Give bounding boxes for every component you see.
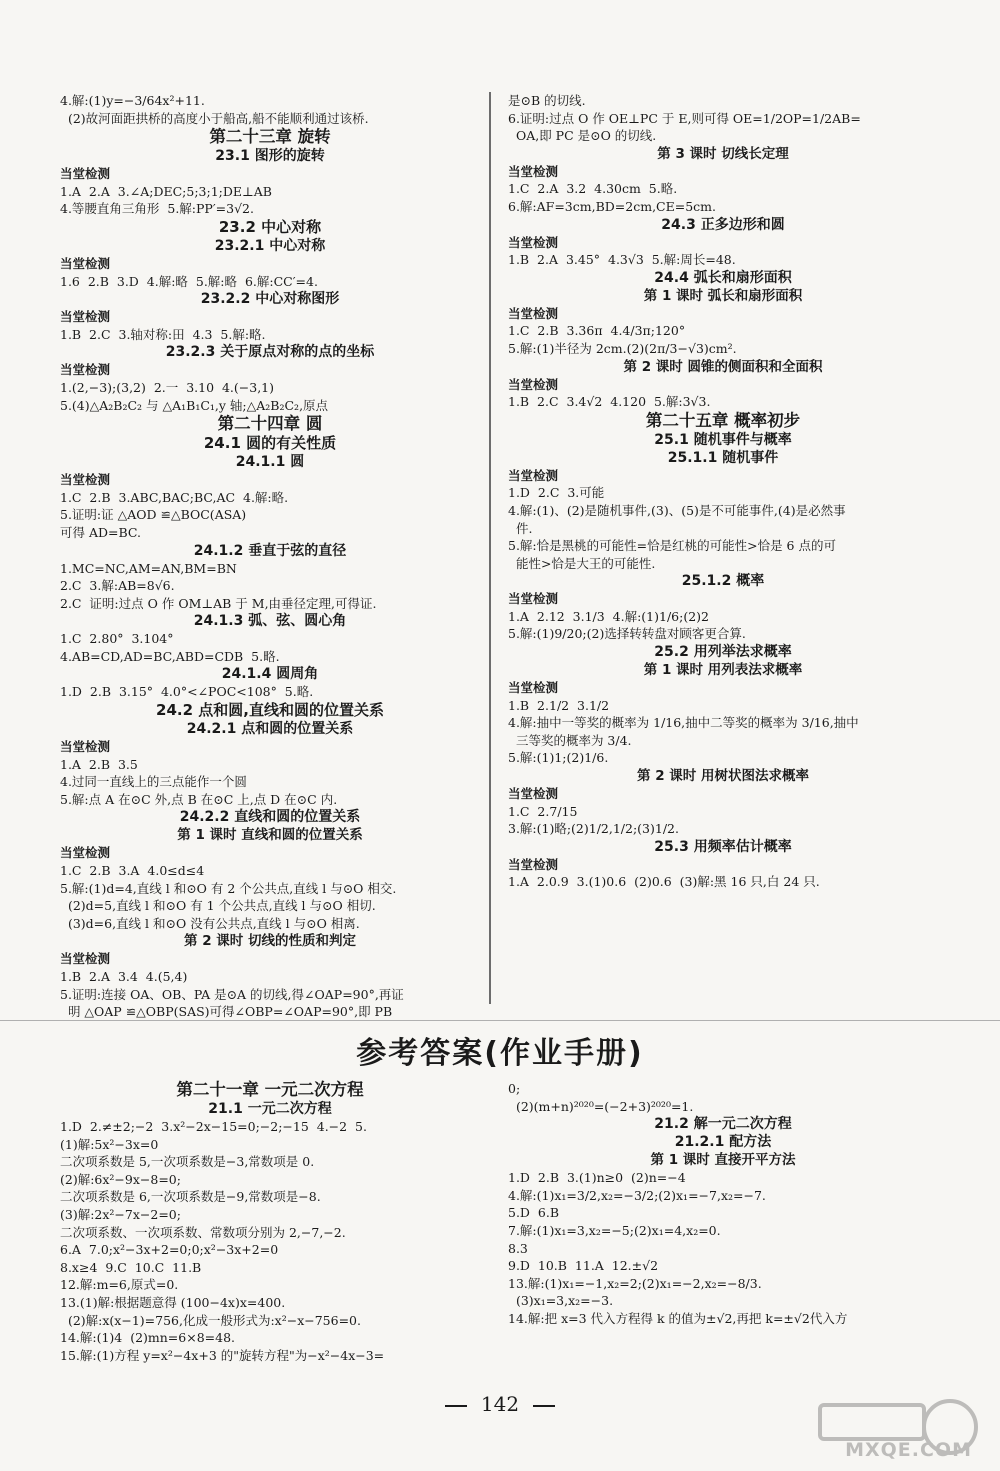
subsection-heading: 24.2.2 直线和圆的位置关系 (179, 809, 361, 826)
answer-line: 5.D 6.B (508, 1205, 560, 1221)
answer-line: 2.C 证明:过点 O 作 OM⊥AB 于 M,由垂径定理,可得证. (60, 595, 377, 611)
answer-line: 4.过同一直线上的三点能作一个圆 (60, 774, 247, 790)
answer-line: 5.解:(1)9/20;(2)选择转转盘对顾客更合算. (508, 626, 746, 642)
answer-line: 1.D 2.B 3.15° 4.0°<∠POC<108° 5.略. (60, 684, 314, 700)
answer-line: (2)d=5,直线 l 和⊙O 有 1 个公共点,直线 l 与⊙O 相切. (60, 898, 376, 914)
answer-line: 1.D 2.C 3.可能 (508, 485, 605, 501)
check-label: 当堂检测 (60, 951, 111, 967)
check-label: 当堂检测 (60, 166, 111, 182)
left-column (60, 92, 480, 1021)
answer-line: 4.等腰直角三角形 5.解:PP′=3√2. (60, 201, 254, 217)
answer-line: 1.A 2.A 3.∠A;DEC;5;3;1;DE⊥AB (60, 183, 272, 199)
answer-line: (3)解:2x²−7x−2=0; (60, 1206, 181, 1222)
subsection-heading: 23.1 图形的旋转 (215, 148, 325, 165)
answer-line: 1.B 2.A 3.4 4.(5,4) (60, 969, 188, 984)
chapter-heading: 第二十五章 概率初步 (645, 410, 801, 430)
answer-line: (3)x₁=3,x₂=−3. (508, 1293, 614, 1309)
lesson-heading: 第 1 课时 直线和圆的位置关系 (177, 827, 363, 844)
watermark-text: MXQE.COM (845, 1439, 972, 1461)
check-label: 当堂检测 (508, 591, 559, 607)
lesson-heading: 第 2 课时 圆锥的侧面积和全面积 (623, 358, 823, 375)
answer-line: 1.MC=NC,AM=AN,BM=BN (60, 560, 237, 576)
answer-line: 14.解:(1)4 (2)mn=6×8=48. (60, 1330, 236, 1346)
answer-line: OA,即 PC 是⊙O 的切线. (508, 128, 657, 144)
subsection-heading: 24.3 正多边形和圆 (661, 216, 785, 233)
answer-line: 件. (508, 520, 533, 536)
subsection-heading: 25.1.1 随机事件 (667, 449, 779, 466)
dash-left (445, 1405, 467, 1407)
check-label: 当堂检测 (508, 305, 559, 321)
subsection-heading: 24.2.1 点和圆的位置关系 (186, 721, 354, 738)
answer-line: 1.A 2.0.9 3.(1)0.6 (2)0.6 (3)解:黑 16 只,白 24 只. (508, 874, 820, 890)
answer-line: 9.D 10.B 11.A 12.±√2 (508, 1258, 659, 1274)
answer-line: 5.(4)△A₂B₂C₂ 与 △A₁B₁C₁,y 轴;△A₂B₂C₂,原点 (60, 397, 329, 413)
section-heading: 24.1 圆的有关性质 (203, 434, 337, 453)
chapter-heading: 第二十三章 旋转 (209, 127, 331, 147)
answer-line: 1.C 2.B 3.36π 4.4/3π;120° (508, 323, 686, 339)
check-label: 当堂检测 (60, 362, 111, 378)
answer-line: 15.解:(1)方程 y=x²−4x+3 的"旋转方程"为−x²−4x−3= (60, 1347, 385, 1363)
subsection-heading: 24.1.2 垂直于弦的直径 (193, 542, 347, 559)
lesson-heading: 第 2 课时 用树状图法求概率 (637, 768, 809, 785)
answer-line: 1.(2,−3);(3,2) 2.一 3.10 4.(−3,1) (60, 379, 275, 395)
answer-line: 3.解:(1)略;(2)1/2,1/2;(3)1/2. (508, 821, 679, 837)
answer-line: 二次项系数是 6,一次项系数是−9,常数项是−8. (60, 1189, 321, 1205)
section-heading: 23.2 中心对称 (218, 217, 322, 236)
answer-line: 13.(1)解:根据题意得 (100−4x)x=400. (60, 1294, 286, 1310)
answer-line: 5.证明:证 △AOD ≌△BOC(ASA) (60, 507, 247, 523)
answer-line: 4.解:(1)y=−3/64x²+11. (60, 93, 205, 108)
answer-line: 5.解:点 A 在⊙C 外,点 B 在⊙C 上,点 D 在⊙C 内. (60, 791, 338, 807)
answer-line: 1.B 2.C 3.轴对称:田 4.3 5.解:略. (60, 326, 266, 342)
answer-line: 5.解:(1)1;(2)1/6. (508, 750, 609, 766)
answer-line: 6.解:AF=3cm,BD=2cm,CE=5cm. (508, 198, 716, 214)
answer-line: (2)解:6x²−9x−8=0; (60, 1171, 181, 1187)
answer-line: 2.C 3.解:AB=8√6. (60, 578, 175, 594)
answer-line: 1.A 2.12 3.1/3 4.解:(1)1/6;(2)2 (508, 608, 710, 624)
answer-line: 4.AB=CD,AD=BC,ABD=CDB 5.略. (60, 648, 280, 664)
answer-line: 5.解:(1)半径为 2cm.(2)(2π/3−√3)cm². (508, 340, 737, 356)
answer-line: 5.证明:连接 OA、OB、PA 是⊙A 的切线,得∠OAP=90°,再证 (60, 986, 404, 1002)
page-number-text: 142 (480, 1392, 520, 1416)
chapter-heading: 第二十一章 一元二次方程 (176, 1080, 364, 1099)
chapter-heading: 第二十四章 圆 (217, 414, 323, 434)
subsection-heading: 23.2.2 中心对称图形 (200, 291, 340, 308)
check-label: 当堂检测 (60, 255, 111, 271)
answer-line: 1.6 2.B 3.D 4.解:略 5.解:略 6.解:CC′=4. (60, 273, 318, 289)
answer-line: (3)d=6,直线 l 和⊙O 没有公共点,直线 l 与⊙O 相离. (60, 915, 360, 931)
subsection-heading: 25.2 用列举法求概率 (654, 644, 792, 661)
answer-line: 1.A 2.B 3.5 (60, 756, 138, 772)
check-label: 当堂检测 (508, 786, 559, 802)
answer-line: 二次项系数是 5,一次项系数是−3,常数项是 0. (60, 1154, 315, 1170)
answer-line: 1.C 2.B 3.ABC,BAC;BC,AC 4.解:略. (60, 489, 289, 505)
answer-line: 4.解:(1)x₁=3/2,x₂=−3/2;(2)x₁=−7,x₂=−7. (508, 1187, 766, 1203)
answer-line: 4.解:抽中一等奖的概率为 1/16,抽中二等奖的概率为 3/16,抽中 (508, 715, 859, 731)
bottom-left-column (60, 1080, 480, 1364)
answer-line: 1.C 2.80° 3.104° (60, 631, 174, 647)
subsection-heading: 25.3 用频率估计概率 (654, 838, 792, 855)
answer-line: 14.解:把 x=3 代入方程得 k 的值为±√2,再把 k=±√2代入方 (508, 1310, 848, 1326)
answer-line: 1.C 2.7/15 (508, 803, 578, 819)
answer-line: (1)解:5x²−3x=0 (60, 1136, 159, 1152)
check-label: 当堂检测 (508, 376, 559, 392)
lesson-heading: 第 2 课时 切线的性质和判定 (184, 933, 356, 950)
answer-line: 可得 AD=BC. (60, 524, 142, 540)
answer-line: 13.解:(1)x₁=−1,x₂=2;(2)x₁=−2,x₂=−8/3. (508, 1275, 762, 1291)
check-label: 当堂检测 (60, 845, 111, 861)
answer-line: 7.解:(1)x₁=3,x₂=−5;(2)x₁=4,x₂=0. (508, 1222, 721, 1238)
answer-line: 1.D 2.≠±2;−2 3.x²−2x−15=0;−2;−15 4.−2 5. (60, 1119, 367, 1134)
main-title: 参考答案(作业手册) (356, 1036, 644, 1071)
subsection-heading: 21.1 一元二次方程 (208, 1101, 332, 1117)
check-label: 当堂检测 (508, 234, 559, 250)
answer-line: 1.C 2.B 3.A 4.0≤d≤4 (60, 863, 205, 879)
answer-line: 三等奖的概率为 3/4. (508, 732, 632, 748)
answer-line: 二次项系数、一次项系数、常数项分别为 2,−7,−2. (60, 1224, 346, 1240)
answer-line: 5.解:(1)d=4,直线 l 和⊙O 有 2 个公共点,直线 l 与⊙O 相交. (60, 880, 397, 896)
answer-line: 1.B 2.1/2 3.1/2 (508, 697, 610, 713)
subsection-heading: 24.1.4 圆周角 (221, 666, 319, 683)
answer-line: 6.证明:过点 O 作 OE⊥PC 于 E,则可得 OE=1/2OP=1/2AB= (508, 110, 861, 126)
check-label: 当堂检测 (60, 309, 111, 325)
answer-line: 1.C 2.A 3.2 4.30cm 5.略. (508, 181, 678, 197)
answer-line: (2)故河面距拱桥的高度小于船高,船不能顺利通过该桥. (60, 110, 369, 126)
right-column (508, 92, 938, 891)
answer-line: (2)解:x(x−1)=756,化成一般形式为:x²−x−756=0. (60, 1312, 361, 1328)
answer-line: 1.B 2.C 3.4√2 4.120 5.解:3√3. (508, 394, 711, 410)
subsection-heading: 25.1.2 概率 (681, 573, 765, 590)
subsection-heading: 24.1.1 圆 (235, 454, 305, 471)
subsection-heading: 21.2 解一元二次方程 (654, 1116, 792, 1133)
check-label: 当堂检测 (508, 680, 559, 696)
check-label: 当堂检测 (508, 163, 559, 179)
check-label: 当堂检测 (508, 856, 559, 872)
bottom-right-column (508, 1080, 938, 1328)
answer-line: 1.B 2.A 3.45° 4.3√3 5.解:周长=48. (508, 252, 736, 268)
answer-line: 12.解:m=6,原式=0. (60, 1277, 179, 1293)
answer-line: 能性>恰是大王的可能性. (508, 555, 656, 571)
answer-line: 是⊙B 的切线. (508, 93, 586, 108)
answer-line: 4.解:(1)、(2)是随机事件,(3)、(5)是不可能事件,(4)是必然事 (508, 502, 846, 518)
subsection-heading: 23.2.1 中心对称 (214, 237, 326, 254)
answer-line: 8.3 (508, 1240, 528, 1256)
column-divider (489, 92, 491, 1004)
subsection-heading: 24.4 弧长和扇形面积 (654, 269, 792, 286)
subsection-heading: 25.1 随机事件与概率 (654, 431, 792, 448)
watermark-logo (808, 1399, 978, 1461)
answer-line: (2)(m+n)²⁰²⁰=(−2+3)²⁰²⁰=1. (508, 1098, 694, 1114)
answer-line: 0; (508, 1081, 521, 1096)
check-label: 当堂检测 (60, 472, 111, 488)
dash-right (533, 1405, 555, 1407)
lesson-heading: 第 1 课时 直接开平方法 (650, 1152, 796, 1169)
answer-line: 5.解:恰是黑桃的可能性=恰是红桃的可能性>恰是 6 点的可 (508, 538, 836, 554)
check-label: 当堂检测 (60, 739, 111, 755)
lesson-heading: 第 1 课时 用列表法求概率 (643, 662, 803, 679)
subsection-heading: 21.2.1 配方法 (674, 1134, 772, 1151)
section-heading: 24.2 点和圆,直线和圆的位置关系 (156, 701, 384, 720)
answer-line: 1.D 2.B 3.(1)n≥0 (2)n=−4 (508, 1170, 686, 1186)
check-label: 当堂检测 (508, 467, 559, 483)
subsection-heading: 24.1.3 弧、弦、圆心角 (193, 613, 347, 630)
lesson-heading: 第 1 课时 弧长和扇形面积 (643, 287, 803, 304)
watermark-block (818, 1403, 926, 1441)
answer-line: 明 △OAP ≌△OBP(SAS)可得∠OBP=∠OAP=90°,即 PB (60, 1004, 393, 1020)
subsection-heading: 23.2.3 关于原点对称的点的坐标 (165, 344, 375, 361)
answer-line: 6.A 7.0;x²−3x+2=0;0;x²−3x+2=0 (60, 1242, 279, 1258)
answer-line: 8.x≥4 9.C 10.C 11.B (60, 1259, 202, 1275)
title-rule (0, 1020, 1000, 1021)
lesson-heading: 第 3 课时 切线长定理 (657, 145, 789, 162)
